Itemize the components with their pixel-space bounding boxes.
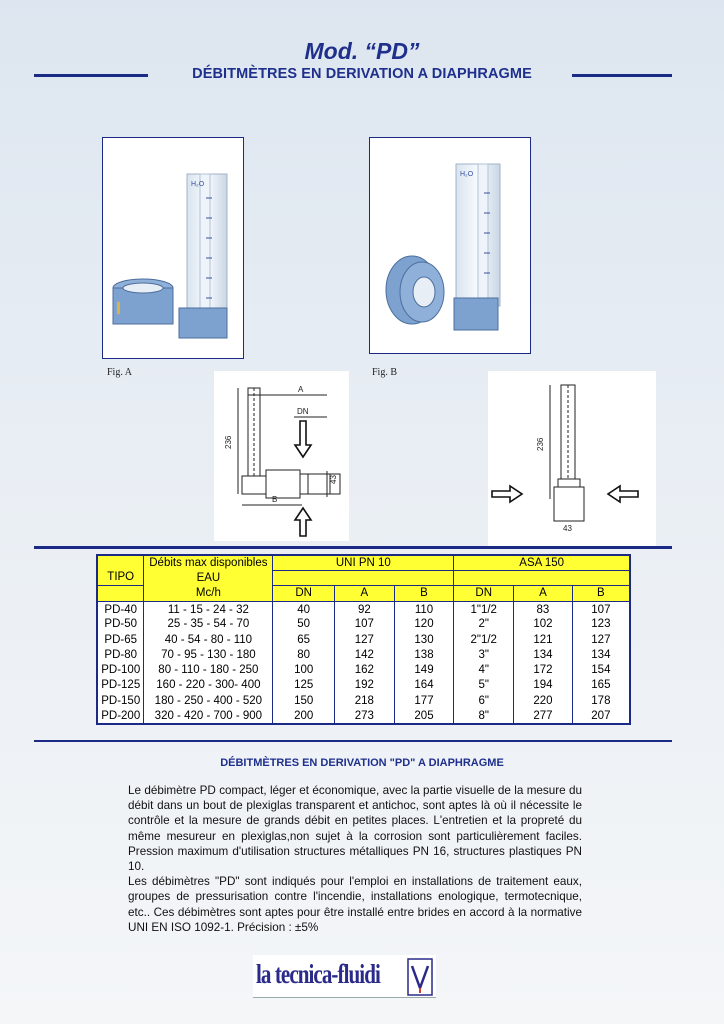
- cell-uni-b: 130: [394, 632, 454, 647]
- cell-asa-a: 83: [514, 601, 573, 617]
- cell-tipo: PD-80: [97, 647, 144, 662]
- description-paragraph-1: Le débimètre PD compact, léger et économique, avec la partie visuelle de la mesure du débit dans un bout de plexiglas transparent et antichoc, sont aptes là où il nécessite le contrôle et la mesure de grands débit en petites places. L'entretien et la propreté du même mesureur en plexiglas,non sujet à la corrosion sont particulièrement faciles. Pression maximum d'utilisation structures métalliques PN 16, structures plastiques PN 10.: [128, 784, 582, 874]
- cell-tipo: PD-100: [97, 662, 144, 677]
- cell-uni-b: 205: [394, 708, 454, 723]
- cell-tipo: PD-150: [97, 693, 144, 708]
- cell-debits: 40 - 54 - 80 - 110: [144, 632, 273, 647]
- technical-drawing-a: [214, 371, 349, 541]
- cell-asa-a: 121: [514, 632, 573, 647]
- logo-text: la tecnica-fluidi: [256, 959, 380, 989]
- table-row: [97, 647, 630, 662]
- table-row: [97, 601, 630, 617]
- spec-table-body: [97, 601, 630, 724]
- cell-uni-dn: 125: [273, 678, 335, 693]
- cell-uni-dn: 50: [273, 617, 335, 632]
- scale-label-a: H₂O: [191, 181, 205, 188]
- cell-debits: 25 - 35 - 54 - 70: [144, 617, 273, 632]
- cell-uni-dn: 150: [273, 693, 335, 708]
- cell-asa-a: 102: [514, 617, 573, 632]
- cell-debits: 320 - 420 - 700 - 900: [144, 708, 273, 723]
- cell-uni-a: 142: [335, 647, 395, 662]
- cell-asa-a: 134: [514, 647, 573, 662]
- description-title: DÉBITMÈTRES EN DERIVATION "PD" A DIAPHRAGME: [220, 757, 504, 769]
- technical-drawing-b: [488, 371, 656, 546]
- cell-uni-b: 149: [394, 662, 454, 677]
- header-tipo-spacer: [97, 586, 144, 601]
- drawing-a-dim-a: A: [298, 385, 304, 394]
- cell-uni-a: 218: [335, 693, 395, 708]
- header-asa150: ASA 150: [454, 555, 630, 571]
- cell-debits: 160 - 220 - 300- 400: [144, 678, 273, 693]
- header-asa-a: A: [514, 586, 573, 601]
- cell-uni-dn: 40: [273, 601, 335, 617]
- flow-arrow-right-icon: [492, 486, 522, 502]
- cell-debits: 11 - 15 - 24 - 32: [144, 601, 273, 617]
- cell-asa-dn: 8": [454, 708, 514, 723]
- cell-asa-b: 165: [572, 678, 630, 693]
- title-rule-right: [572, 74, 672, 77]
- cell-asa-dn: 2": [454, 617, 514, 632]
- cell-asa-b: 207: [572, 708, 630, 723]
- cell-asa-dn: 4": [454, 662, 514, 677]
- table-row: [97, 617, 630, 632]
- cell-asa-b: 134: [572, 647, 630, 662]
- drawing-b-dim-height: 236: [536, 437, 545, 451]
- cell-debits: 70 - 95 - 130 - 180: [144, 647, 273, 662]
- header-uni-dn: DN: [273, 586, 335, 601]
- cell-uni-b: 164: [394, 678, 454, 693]
- photo-fig-a: [102, 137, 244, 359]
- logo-mark-icon: [407, 958, 433, 996]
- table-row: [97, 662, 630, 677]
- table-row: [97, 693, 630, 708]
- fig-a-label: Fig. A: [107, 367, 133, 378]
- cell-uni-dn: 80: [273, 647, 335, 662]
- flow-arrow-left-icon: [608, 486, 638, 502]
- cell-asa-b: 127: [572, 632, 630, 647]
- table-top-rule: [34, 546, 672, 549]
- description-body: [128, 783, 582, 935]
- cell-asa-dn: 2"1/2: [454, 632, 514, 647]
- flow-arrow-down-icon: [295, 421, 311, 457]
- cell-tipo: PD-50: [97, 617, 144, 632]
- cell-uni-a: 273: [335, 708, 395, 723]
- page-title: Mod. “PD”: [304, 38, 420, 64]
- scale-label-b: H₂O: [460, 171, 474, 178]
- cell-asa-b: 178: [572, 693, 630, 708]
- table-row: [97, 632, 630, 647]
- cell-asa-a: 277: [514, 708, 573, 723]
- cell-asa-b: 107: [572, 601, 630, 617]
- header-asa-spacer: [454, 571, 630, 586]
- page-subtitle: DÉBITMÈTRES EN DERIVATION A DIAPHRAGME: [192, 66, 532, 82]
- header-uni-spacer: [273, 571, 454, 586]
- cell-uni-a: 127: [335, 632, 395, 647]
- cell-debits: 180 - 250 - 400 - 520: [144, 693, 273, 708]
- table-row: [97, 708, 630, 723]
- cell-asa-dn: 1"1/2: [454, 601, 514, 617]
- cell-uni-a: 192: [335, 678, 395, 693]
- header-uni-pn10: UNI PN 10: [273, 555, 454, 571]
- cell-uni-a: 107: [335, 617, 395, 632]
- cell-asa-b: 154: [572, 662, 630, 677]
- cell-asa-dn: 6": [454, 693, 514, 708]
- cell-asa-a: 194: [514, 678, 573, 693]
- header-asa-b: B: [572, 586, 630, 601]
- header-uni-a: A: [335, 586, 395, 601]
- cell-uni-b: 177: [394, 693, 454, 708]
- company-logo: [253, 955, 436, 998]
- cell-uni-dn: 200: [273, 708, 335, 723]
- cell-tipo: PD-125: [97, 678, 144, 693]
- header-asa-dn: DN: [454, 586, 514, 601]
- header-debits-line3: Mc/h: [144, 586, 273, 601]
- drawing-a-dim-43: 43: [329, 475, 338, 484]
- cell-asa-dn: 3": [454, 647, 514, 662]
- cell-asa-dn: 5": [454, 678, 514, 693]
- drawing-a-dim-dn: DN: [297, 407, 309, 416]
- description-paragraph-2: Les débimètres "PD" sont indiqués pour l'emploi en installations de traitement eaux, groupes de pressurisation contre l'incendie, installations enologique, termotecnique, etc.. Ces débimètres sont aptes pour être installé entre brides en accord à la normative UNI EN ISO 1092-1. Précision : ±5%: [128, 875, 582, 934]
- cell-uni-dn: 100: [273, 662, 335, 677]
- table-bottom-rule: [34, 740, 672, 742]
- cell-tipo: PD-40: [97, 601, 144, 617]
- cell-tipo: PD-65: [97, 632, 144, 647]
- flow-arrow-up-icon: [295, 508, 311, 536]
- spec-table: [96, 554, 631, 725]
- cell-uni-a: 92: [335, 601, 395, 617]
- photo-fig-b: [369, 137, 531, 354]
- header-debits-line2: EAU: [144, 571, 273, 586]
- drawing-a-dim-b: B: [272, 495, 278, 504]
- fig-b-label: Fig. B: [372, 367, 398, 378]
- drawing-b-dim-43: 43: [563, 524, 572, 533]
- header-tipo: TIPO: [97, 555, 144, 586]
- cell-uni-b: 110: [394, 601, 454, 617]
- cell-asa-a: 172: [514, 662, 573, 677]
- cell-asa-a: 220: [514, 693, 573, 708]
- cell-debits: 80 - 110 - 180 - 250: [144, 662, 273, 677]
- cell-tipo: PD-200: [97, 708, 144, 723]
- header-debits-line1: Débits max disponibles: [144, 555, 273, 571]
- cell-uni-b: 138: [394, 647, 454, 662]
- cell-uni-b: 120: [394, 617, 454, 632]
- drawing-a-dim-height: 236: [224, 435, 233, 449]
- cell-uni-a: 162: [335, 662, 395, 677]
- cell-uni-dn: 65: [273, 632, 335, 647]
- cell-asa-b: 123: [572, 617, 630, 632]
- header-uni-b: B: [394, 586, 454, 601]
- table-row: [97, 678, 630, 693]
